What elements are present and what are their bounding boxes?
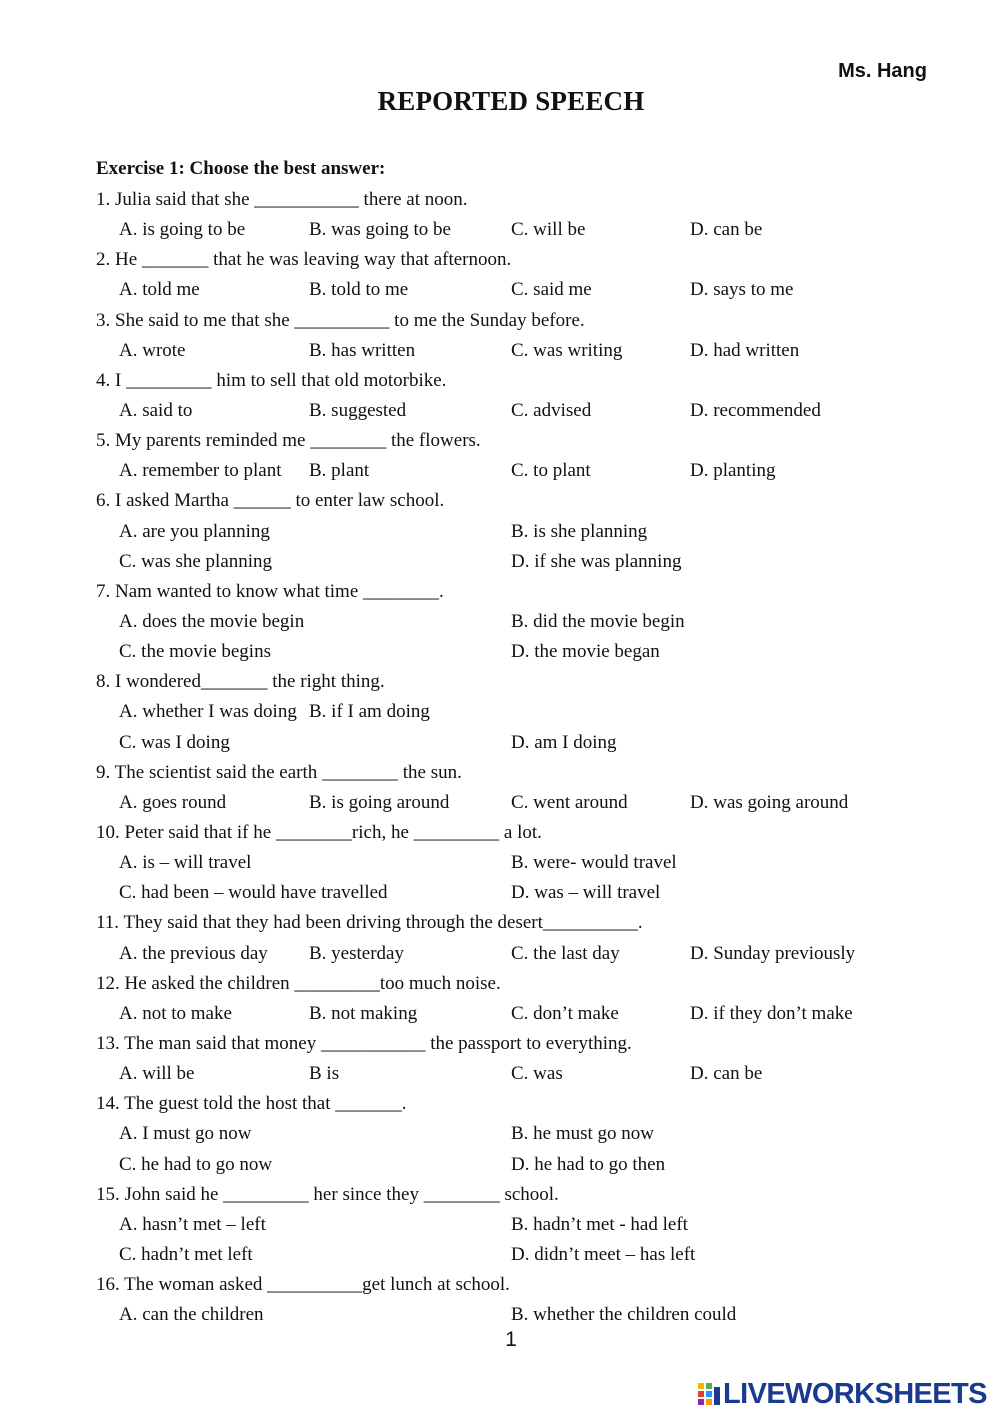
question-text: 11. They said that they had been driving through the desert__________. xyxy=(96,912,643,934)
answer-option[interactable]: A. I must go now xyxy=(119,1123,252,1145)
answer-option[interactable]: C. the last day xyxy=(511,942,620,964)
answer-option[interactable]: B. is going around xyxy=(309,791,450,813)
question-stem xyxy=(96,306,916,336)
answer-option[interactable]: C. went around xyxy=(511,791,628,813)
options-row xyxy=(96,999,916,1029)
answer-option[interactable]: B. did the movie begin xyxy=(511,610,685,632)
question-list xyxy=(96,185,916,1330)
answer-option[interactable]: A. does the movie begin xyxy=(119,610,305,632)
answer-option[interactable]: A. whether I was doing xyxy=(119,701,297,723)
question-stem xyxy=(96,818,916,848)
question-text: 14. The guest told the host that _______. xyxy=(96,1093,407,1115)
answer-option[interactable]: A. wrote xyxy=(119,339,186,361)
question-stem xyxy=(96,758,916,788)
question-text: 13. The man said that money ___________ the passport to everything. xyxy=(96,1032,632,1054)
answer-option[interactable]: D. didn’t meet – has left xyxy=(511,1243,696,1265)
liveworksheets-logo xyxy=(697,1377,987,1411)
question-stem xyxy=(96,577,916,607)
question-stem xyxy=(96,486,916,516)
answer-option[interactable]: B. hadn’t met - had left xyxy=(511,1213,688,1235)
question-text: 1. Julia said that she ___________ there at noon. xyxy=(96,189,468,210)
answer-option[interactable]: A. can the children xyxy=(119,1304,264,1326)
answer-option[interactable]: C. was xyxy=(511,1063,563,1085)
answer-option[interactable]: D. recommended xyxy=(690,399,821,421)
answer-option[interactable]: C. don’t make xyxy=(511,1002,619,1024)
answer-option[interactable]: A. hasn’t met – left xyxy=(119,1213,266,1235)
answer-option[interactable]: B. plant xyxy=(309,460,370,482)
answer-option[interactable]: C. to plant xyxy=(511,460,591,482)
options-row xyxy=(96,1150,916,1180)
question-stem xyxy=(96,1029,916,1059)
answer-option[interactable]: A. is going to be xyxy=(119,219,246,241)
question-text: 3. She said to me that she __________ to me the Sunday before. xyxy=(96,309,585,331)
options-row xyxy=(96,939,916,969)
page-title: REPORTED SPEECH xyxy=(377,86,645,116)
page-number: 1 xyxy=(505,1328,517,1351)
question-stem xyxy=(96,667,916,697)
answer-option[interactable]: B. yesterday xyxy=(309,942,404,964)
answer-option[interactable]: C. he had to go now xyxy=(119,1153,273,1175)
question-stem xyxy=(96,969,916,999)
options-row xyxy=(96,396,916,426)
answer-option[interactable]: B. suggested xyxy=(309,399,407,421)
options-row xyxy=(96,1240,916,1270)
question-text: 6. I asked Martha ______ to enter law school. xyxy=(96,490,445,512)
answer-option[interactable]: D. Sunday previously xyxy=(690,942,856,964)
question-stem xyxy=(96,1089,916,1119)
answer-option[interactable]: A. goes round xyxy=(119,791,227,813)
options-row xyxy=(96,1059,916,1089)
options-row xyxy=(96,1210,916,1240)
options-row xyxy=(96,215,916,245)
answer-option[interactable]: A. remember to plant xyxy=(119,460,282,482)
options-row xyxy=(96,275,916,305)
answer-option[interactable]: C. advised xyxy=(511,399,592,421)
author-name: Ms. Hang xyxy=(838,60,927,82)
answer-option[interactable]: B. if I am doing xyxy=(309,701,430,723)
options-row xyxy=(96,728,916,758)
answer-option[interactable]: A. the previous day xyxy=(119,942,268,964)
liveworksheets-icon xyxy=(697,1381,721,1407)
answer-option[interactable]: A. said to xyxy=(119,399,193,421)
question-stem xyxy=(96,366,916,396)
options-row xyxy=(96,1300,916,1330)
options-row xyxy=(96,336,916,366)
answer-option[interactable]: B. told to me xyxy=(309,279,409,301)
options-row xyxy=(96,697,916,727)
answer-option[interactable]: D. can be xyxy=(690,1063,763,1085)
question-stem xyxy=(96,426,916,456)
answer-option[interactable]: C. the movie begins xyxy=(119,641,271,663)
brand-name: LIVEWORKSHEETS xyxy=(723,1377,987,1410)
answer-option[interactable]: B. were- would travel xyxy=(511,852,677,874)
answer-option[interactable]: B. has written xyxy=(309,339,416,361)
options-row xyxy=(96,788,916,818)
answer-option[interactable]: B. is she planning xyxy=(511,520,648,542)
answer-option[interactable]: D. had written xyxy=(690,339,800,361)
answer-option[interactable]: C. will be xyxy=(511,219,586,241)
answer-option[interactable]: D. says to me xyxy=(690,279,794,301)
options-row xyxy=(96,637,916,667)
answer-option[interactable]: D. if she was planning xyxy=(511,550,682,572)
answer-option[interactable]: A. will be xyxy=(119,1063,195,1085)
answer-option[interactable]: D. can be xyxy=(690,219,763,241)
answer-option[interactable]: C. said me xyxy=(511,279,592,301)
answer-option[interactable]: D. he had to go then xyxy=(511,1153,666,1175)
question-stem xyxy=(96,908,916,938)
answer-option[interactable]: C. was I doing xyxy=(119,731,230,753)
answer-option[interactable]: D. was going around xyxy=(690,791,849,813)
exercise-title: Exercise 1: Choose the best answer: xyxy=(96,158,386,179)
options-row xyxy=(96,517,916,547)
question-text: 8. I wondered_______ the right thing. xyxy=(96,671,385,693)
answer-option[interactable]: B. was going to be xyxy=(309,219,451,241)
question-text: 5. My parents reminded me ________ the flowers. xyxy=(96,430,481,452)
answer-option[interactable]: A. told me xyxy=(119,279,200,301)
question-text: 9. The scientist said the earth ________ the sun. xyxy=(96,761,462,783)
question-text: 2. He _______ that he was leaving way that afternoon. xyxy=(96,249,512,271)
answer-option[interactable]: A. are you planning xyxy=(119,520,270,542)
answer-option[interactable]: B. not making xyxy=(309,1002,418,1024)
question-stem xyxy=(96,245,916,275)
question-stem xyxy=(96,185,916,215)
answer-option[interactable]: D. am I doing xyxy=(511,731,617,753)
answer-option[interactable]: B. he must go now xyxy=(511,1123,655,1145)
question-text: 4. I _________ him to sell that old motorbike. xyxy=(96,369,447,391)
answer-option[interactable]: D. if they don’t make xyxy=(690,1002,853,1024)
question-text: 16. The woman asked __________get lunch at school. xyxy=(96,1274,510,1296)
options-row xyxy=(96,848,916,878)
answer-option[interactable]: D. planting xyxy=(690,460,776,482)
options-row xyxy=(96,878,916,908)
answer-option[interactable]: D. the movie began xyxy=(511,641,660,663)
answer-option[interactable]: B. whether the children could xyxy=(511,1304,737,1326)
question-stem xyxy=(96,1270,916,1300)
question-text: 10. Peter said that if he ________rich, he _________ a lot. xyxy=(96,821,542,843)
question-text: 15. John said he _________ her since they ________ school. xyxy=(96,1183,559,1205)
question-text: 7. Nam wanted to know what time ________. xyxy=(96,580,444,602)
answer-option[interactable]: A. not to make xyxy=(119,1002,232,1024)
options-row xyxy=(96,607,916,637)
answer-option[interactable]: C. had been – would have travelled xyxy=(119,882,388,904)
options-row xyxy=(96,1119,916,1149)
answer-option[interactable]: B is xyxy=(309,1063,340,1085)
answer-option[interactable]: A. is – will travel xyxy=(119,852,252,874)
question-stem xyxy=(96,1180,916,1210)
answer-option[interactable]: C. hadn’t met left xyxy=(119,1243,253,1265)
answer-option[interactable]: D. was – will travel xyxy=(511,882,661,904)
options-row xyxy=(96,547,916,577)
question-text: 12. He asked the children _________too much noise. xyxy=(96,972,501,994)
answer-option[interactable]: C. was she planning xyxy=(119,550,273,572)
options-row xyxy=(96,456,916,486)
answer-option[interactable]: C. was writing xyxy=(511,339,623,361)
